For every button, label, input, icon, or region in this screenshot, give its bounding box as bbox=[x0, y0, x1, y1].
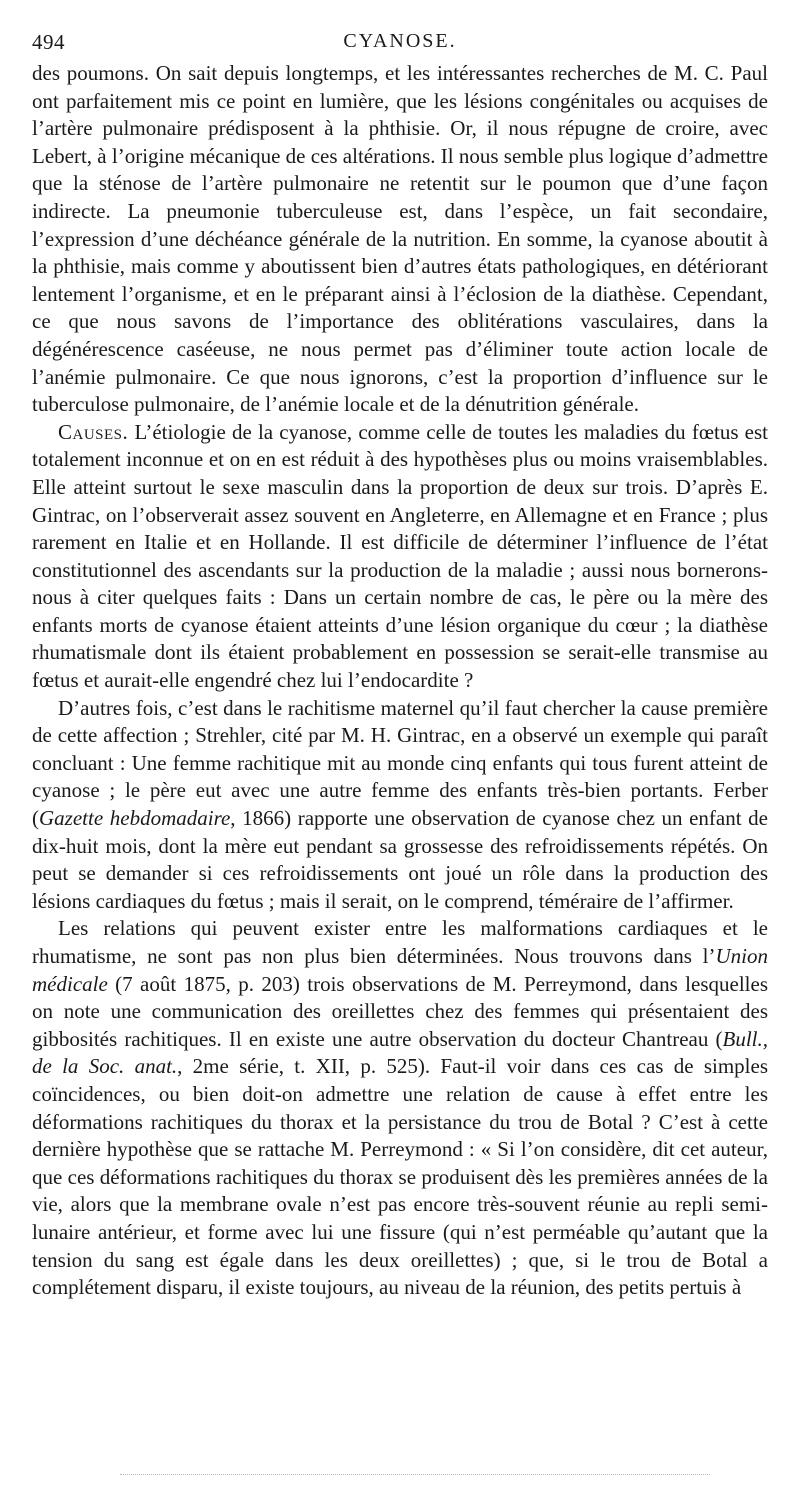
paragraph-causes-text: L’étiologie de la cyanose, comme celle de toutes les maladies du fœtus est totalement inconnue et on en est réduit à des hypothèses plus ou moins vraisemblables. Elle atteint surtout le sexe masculin dans la proportion de deux sur trois. D’après E. Gintrac, on l’observerait assez souvent en Angleterre, en Allemagne et en France ; plus rarement en Italie et en Hollande. Il est difficile de déterminer l’influence de l’état constitutionnel des ascendants sur la production de la maladie ; aussi nous bornerons-nous à citer quelques faits : Dans un certain nombre de cas, le père ou la mère des enfants morts de cyanose étaient atteints d’une lésion organique du cœur ; la diathèse rhumatismale dont ils étaient probablement en possession se serait-elle transmise au fœtus et aurait-elle engendré chez lui l’endocardite ? bbox=[32, 419, 768, 693]
paragraph-causes bbox=[32, 419, 768, 695]
paragraph-3 bbox=[32, 695, 768, 916]
running-title: CYANOSE. bbox=[343, 30, 457, 52]
section-heading-causes: Causes. bbox=[58, 419, 129, 444]
paragraph-1-text: des poumons. On sait depuis longtemps, et les intéressantes recherches de M. C. Paul ont parfaitement mis ce point en lumière, que les lésions congénitales ou acquises de l’artère pulmonaire prédisposent à la phthisie. Or, il nous répugne de croire, avec Lebert, à l’origine mécanique de ces altérations. Il nous semble plus logique d’admettre que la sténose de l’artère pulmonaire ne retentit sur le poumon que d’une façon indirecte. La pneumonie tuberculeuse est, dans l’espèce, un fait secondaire, l’expression d’une déchéance générale de la nutrition. En somme, la cyanose aboutit à la phthisie, mais comme y aboutissent bien d’autres états pathologiques, en détériorant lentement l’organisme, et en le préparant ainsi à l’éclosion de la diathèse. Cependant, ce que nous savons de l’importance des oblitérations vasculaires, dans la dégénérescence caséeuse, ne nous permet pas d’éliminer toute action locale de l’anémie pulmonaire. Ce que nous ignorons, c’est la proportion d’influence sur le tuberculose pulmonaire, de l’anémie locale et de la dénutrition générale. bbox=[32, 61, 768, 417]
body-text bbox=[32, 60, 768, 1302]
paragraph-4-text-a: Les relations qui peuvent exister entre les malformations cardiaques et le rhumatisme, ne sont pas non plus bien déterminées. Nous trouvons dans l’ bbox=[32, 916, 768, 968]
paragraph-4 bbox=[32, 915, 768, 1301]
paragraph-4-text-c: , 2me série, t. XII, p. 525). Faut-il voir dans ces cas de simples coïncidences, ou bien doit-on admettre une relation de cause à effet entre les déformations rachitiques du thorax et la persistance du trou de Botal ? C’est à cette dernière hypothèse que se rattache M. Perreymond : « Si l’on considère, dit cet auteur, que ces déformations rachitiques du thorax se produisent dès les premières années de la vie, alors que la membrane ovale n’est pas encore très-souvent réunie au repli semi-lunaire antérieur, et forme avec lui une fissure (qui n’est perméable qu’autant que la tension du sang est égale dans les deux oreillettes) ; que, si le trou de Botal a complétement disparu, il existe toujours, au niveau de la réunion, des petits pertuis à bbox=[32, 1054, 768, 1300]
paragraph-1 bbox=[32, 60, 768, 419]
footer-divider bbox=[120, 1474, 710, 1475]
paragraph-3-journal-title: Gazette hebdomadaire bbox=[39, 806, 231, 831]
paragraph-4-text-b: (7 août 1875, p. 203) trois observations de M. Perreymond, dans lesquelles on note une communication des oreillettes chez des femmes qui présentaient des gibbosités rachitiques. Il en existe une autre observation du docteur Chantreau ( bbox=[32, 971, 768, 1051]
page-number: 494 bbox=[32, 30, 65, 54]
page-header bbox=[32, 26, 768, 60]
paragraph-3-text-b: , 1866) rapporte une observation de cyanose chez un enfant de dix-huit mois, dont la mère eut pendant sa grossesse des refroidissements répétés. On peut se demander si ces refroidissements ont joué un rôle dans la production des lésions cardiaques du fœtus ; mais il serait, on le comprend, téméraire de l’affirmer. bbox=[32, 806, 769, 913]
paragraph-3-text-a: D’autres fois, c’est dans le rachitisme maternel qu’il faut chercher la cause première de cette affection ; Strehler, cité par M. H. Gintrac, en a observé un exemple qui paraît concluant : Une femme rachitique mit au monde cinq enfants qui tous furent atteint de cyanose ; le père eut avec une autre femme des enfants très-bien portants. Ferber ( bbox=[32, 695, 768, 831]
document-page bbox=[32, 26, 768, 1302]
paragraph-4-journal-title-2: Bull., de la Soc. anat. bbox=[32, 1026, 768, 1079]
paragraph-4-journal-title: Union médicale bbox=[32, 944, 768, 996]
